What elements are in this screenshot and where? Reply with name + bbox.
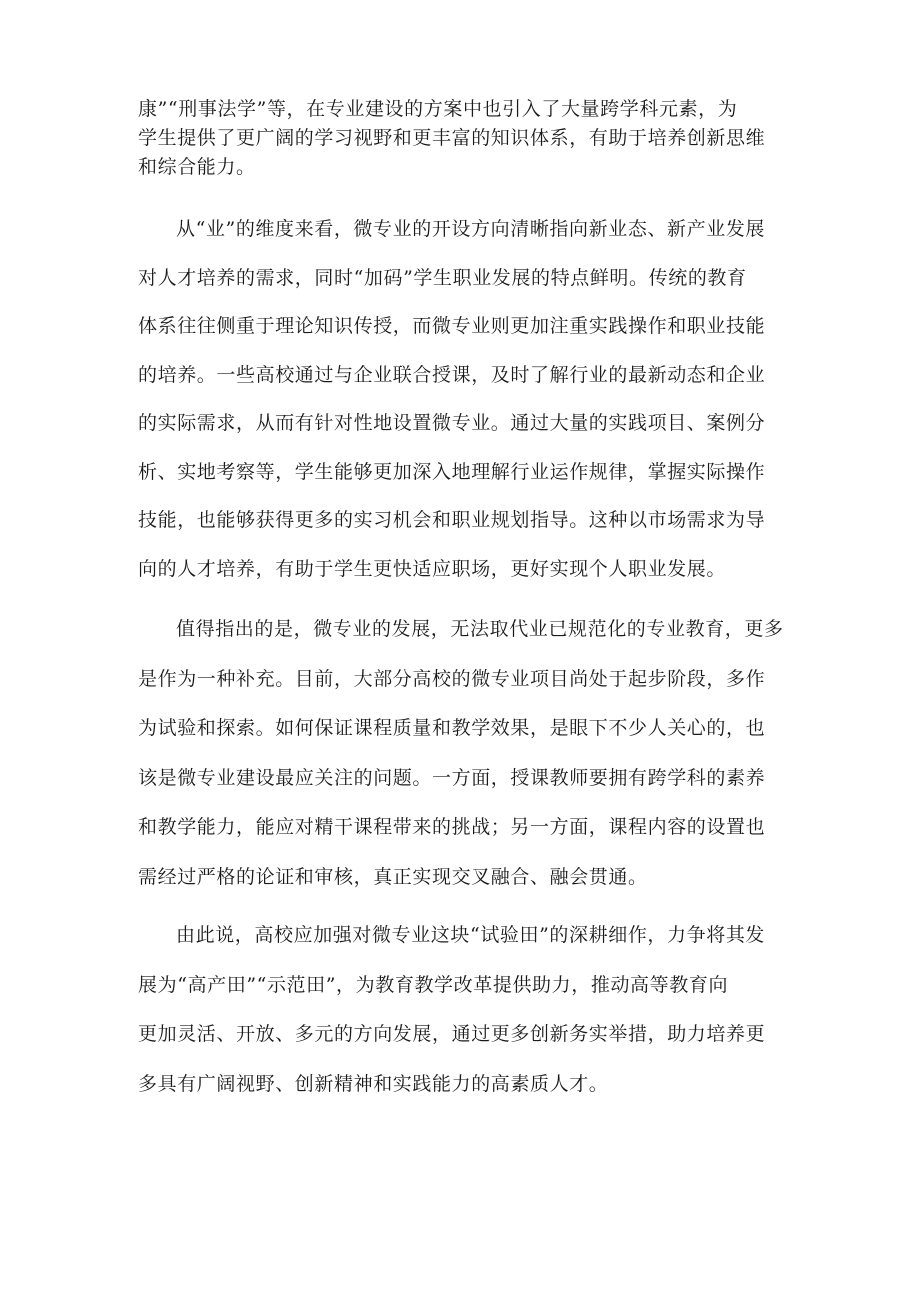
text-line: 是作为一种补充。目前，大部分高校的微专业项目尚处于起步阶段，多作 — [138, 667, 766, 690]
text-line: 的培养。一些高校通过与企业联合授课，及时了解行业的最新动态和企业 — [138, 363, 766, 386]
paragraph-1 — [138, 95, 790, 182]
text-line: 析、实地考察等，学生能够更加深入地理解行业运作规律，掌握实际操作 — [138, 460, 766, 483]
text-line: 体系往往侧重于理论知识传授，而微专业则更加注重实践操作和职业技能 — [138, 315, 766, 337]
text-line: 技能，也能够获得更多的实习机会和职业规划指导。这种以市场需求为导 — [138, 509, 766, 531]
paragraph-2 — [138, 205, 790, 593]
text-line: 多具有广阔视野、创新精神和实践能力的高素质人才。 — [138, 1072, 609, 1095]
paragraph-4 — [138, 911, 790, 1109]
text-line: 由此说，高校应加强对微专业这块“试验田”的深耕细作，力争将其发 — [176, 924, 766, 946]
text-line: 需经过严格的论证和审核，真正实现交叉融合、融会贯通。 — [138, 865, 648, 888]
text-line: 和教学能力，能应对精干课程带来的挑战；另一方面，课程内容的设置也 — [138, 816, 766, 838]
text-line: 更加灵活、开放、多元的方向发展，通过更多创新务实举措，助力培养更 — [138, 1023, 766, 1045]
text-line: 向的人才培养，有助于学生更快适应职场，更好实现个人职业发展。 — [138, 557, 727, 580]
text-line: 和综合能力。 — [138, 156, 256, 178]
text-line: 学生提供了更广阔的学习视野和更丰富的知识体系，有助于培养创新思维 — [138, 127, 766, 149]
text-line: 展为“高产田”“示范田”，为教育教学改革提供助力，推动高等教育向 — [138, 973, 729, 996]
text-line: 该是微专业建设最应关注的问题。一方面，授课教师要拥有跨学科的素养 — [138, 766, 766, 789]
text-line: 从“业”的维度来看，微专业的开设方向清晰指向新业态、新产业发展 — [176, 218, 766, 240]
text-line: 值得指出的是，微专业的发展，无法取代业已规范化的专业教育，更多 — [176, 618, 784, 640]
text-line: 的实际需求，从而有针对性地设置微专业。通过大量的实践项目、案例分 — [138, 412, 766, 434]
text-line: 为试验和探索。如何保证课程质量和教学效果，是眼下不少人关心的，也 — [138, 717, 766, 739]
paragraph-3 — [138, 605, 790, 902]
text-line: 对人才培养的需求，同时“加码”学生职业发展的特点鲜明。传统的教育 — [138, 266, 747, 289]
text-line: 康”“刑事法学”等，在专业建设的方案中也引入了大量跨学科元素，为 — [138, 98, 738, 120]
